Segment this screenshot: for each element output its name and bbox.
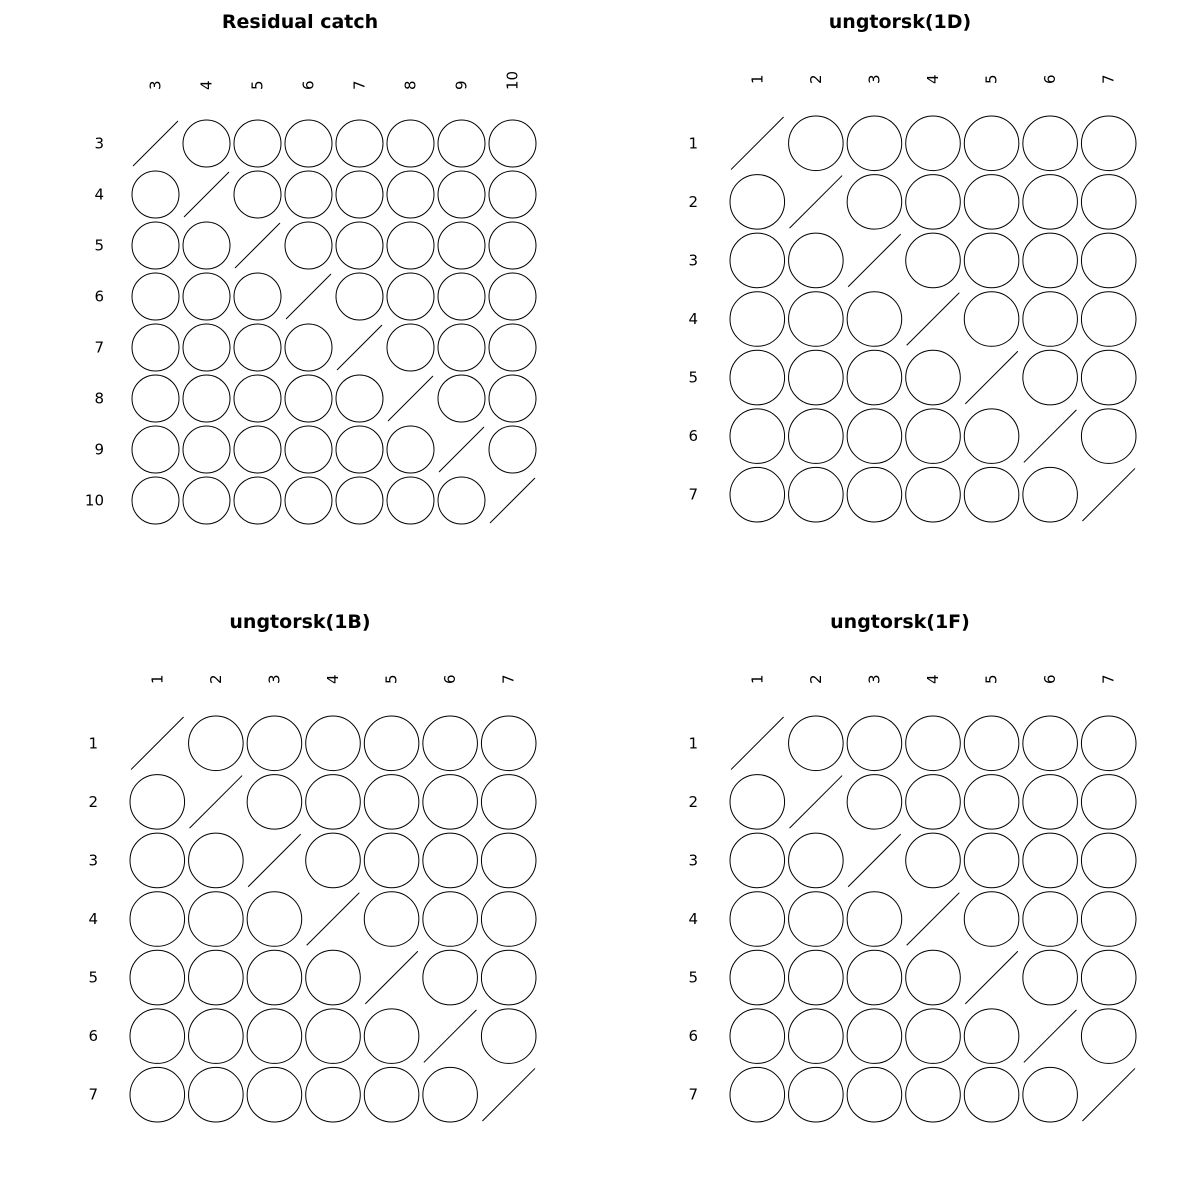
cell-circle [132,171,179,218]
column-tick-label: 5 [248,80,267,90]
cell-circle [183,222,230,269]
cell-circle [1081,292,1136,347]
cell-circle [730,233,785,288]
cell-circle [847,116,902,171]
cell-circle [336,426,383,473]
cell-circle [336,477,383,524]
cell-circle [906,775,961,830]
cell-circle [1023,892,1078,947]
cell-circle [481,775,536,830]
cell-circle [1023,175,1078,230]
cell-circle [489,426,536,473]
column-tick-label: 6 [1041,674,1060,684]
cell-circle [789,1067,844,1122]
cell-circle [1081,833,1136,888]
cell-circle [387,273,434,320]
cell-circle [906,716,961,771]
cell-circle [364,775,419,830]
cell-circle [906,350,961,405]
row-tick-label: 5 [688,968,698,987]
cell-circle [730,950,785,1005]
cell-circle [364,833,419,888]
panel-marks [85,71,536,524]
cell-circle [906,833,961,888]
cell-circle [247,775,302,830]
column-tick-label: 6 [299,80,318,90]
cell-circle [789,409,844,464]
column-tick-label: 3 [146,80,165,90]
cell-circle [847,775,902,830]
panel-title: ungtorsk(1B) [229,611,371,633]
cell-circle [906,467,961,522]
row-tick-label: 3 [88,851,98,870]
cell-circle [234,375,281,422]
cell-circle [306,1009,361,1064]
cell-circle [1023,716,1078,771]
diagonal-line [1024,410,1077,463]
panel-marks [88,674,536,1122]
diagonal-line [388,376,433,421]
column-tick-label: 6 [1041,74,1060,84]
cell-circle [847,892,902,947]
cell-circle [964,467,1019,522]
cell-circle [423,1067,478,1122]
cell-circle [423,833,478,888]
row-tick-label: 3 [94,134,104,153]
cell-circle [247,950,302,1005]
cell-circle [438,273,485,320]
cell-circle [387,426,434,473]
column-tick-label: 4 [197,80,216,90]
column-tick-label: 10 [503,70,522,90]
diagonal-line [307,893,360,946]
cell-circle [1081,233,1136,288]
cell-circle [130,775,185,830]
column-tick-label: 3 [265,674,284,684]
cell-circle [789,950,844,1005]
cell-circle [964,775,1019,830]
cell-circle [1023,833,1078,888]
panel-residual-catch [85,11,536,524]
cell-circle [306,716,361,771]
row-tick-label: 8 [94,389,104,408]
row-tick-label: 6 [88,1027,98,1046]
diagonal-line [439,427,484,472]
cell-circle [1023,292,1078,347]
row-tick-label: 7 [688,1085,698,1104]
diagonal-line [731,717,784,770]
cell-circle [285,426,332,473]
cell-circle [481,1009,536,1064]
cell-circle [730,409,785,464]
cell-circle [189,1009,244,1064]
row-tick-label: 4 [688,310,698,328]
cell-circle [189,1067,244,1122]
diagonal-line [235,223,280,268]
cell-circle [489,324,536,371]
cell-circle [489,273,536,320]
cell-circle [481,833,536,888]
cell-circle [438,120,485,167]
diagonal-line [1082,468,1135,521]
column-tick-label: 7 [1099,674,1118,684]
cell-circle [438,375,485,422]
column-tick-label: 5 [982,74,1001,84]
cell-circle [285,120,332,167]
column-tick-label: 4 [924,74,942,84]
cell-circle [481,892,536,947]
cell-circle [730,833,785,888]
cell-circle [730,775,785,830]
cell-circle [247,716,302,771]
cell-circle [234,477,281,524]
cell-circle [130,1067,185,1122]
column-tick-label: 2 [206,674,225,684]
cell-circle [336,273,383,320]
cell-circle [189,716,244,771]
diagonal-line [133,121,178,166]
cell-circle [789,292,844,347]
cell-circle [387,171,434,218]
row-tick-label: 1 [688,134,698,153]
panel-ungtorsk-1b [88,611,536,1122]
row-tick-label: 10 [84,491,104,510]
cell-circle [964,833,1019,888]
cell-circle [789,892,844,947]
row-tick-label: 4 [688,910,698,928]
cell-circle [130,892,185,947]
panel-title: ungtorsk(1D) [828,11,972,33]
row-tick-label: 3 [688,251,698,270]
column-tick-label: 7 [1099,74,1118,84]
cell-circle [730,1067,785,1122]
cell-circle [247,892,302,947]
diagonal-line [482,1068,535,1121]
cell-circle [1023,233,1078,288]
column-tick-label: 1 [748,74,767,84]
cell-circle [438,171,485,218]
cell-circle [1023,1067,1078,1122]
cell-circle [906,1009,961,1064]
cell-circle [847,175,902,230]
cell-circle [730,350,785,405]
cell-circle [364,1067,419,1122]
row-tick-label: 4 [88,910,98,928]
row-tick-label: 6 [94,287,104,306]
cell-circle [438,324,485,371]
cell-circle [234,171,281,218]
cell-circle [847,292,902,347]
cell-circle [1081,350,1136,405]
cell-circle [847,467,902,522]
cell-circle [847,950,902,1005]
row-tick-label: 5 [94,236,104,255]
row-tick-label: 7 [88,1085,98,1104]
column-tick-label: 2 [806,74,825,84]
cell-circle [789,1009,844,1064]
cell-circle [1023,116,1078,171]
column-tick-label: 3 [865,674,884,684]
cell-circle [1023,950,1078,1005]
cell-circle [130,1009,185,1064]
diagonal-line [790,776,843,829]
cell-circle [234,120,281,167]
column-tick-label: 8 [401,80,420,90]
cell-circle [789,833,844,888]
row-tick-label: 7 [688,485,698,504]
diagonal-line [965,951,1018,1004]
cell-circle [1023,775,1078,830]
cell-circle [306,950,361,1005]
cell-circle [964,409,1019,464]
cell-circle [183,120,230,167]
diagonal-line [490,478,535,523]
cell-circle [130,950,185,1005]
diagonal-line [248,834,301,887]
cell-circle [906,175,961,230]
cell-circle [847,409,902,464]
cell-circle [964,1009,1019,1064]
cell-circle [364,716,419,771]
cell-circle [285,324,332,371]
row-tick-label: 3 [688,851,698,870]
cell-circle [423,716,478,771]
cell-circle [336,222,383,269]
column-tick-label: 2 [806,674,825,684]
column-tick-label: 5 [982,674,1001,684]
cell-circle [789,116,844,171]
cell-circle [234,324,281,371]
panel-ungtorsk-1f [688,611,1136,1122]
cell-circle [964,716,1019,771]
cell-circle [438,222,485,269]
column-tick-label: 7 [499,674,518,684]
cell-circle [730,892,785,947]
cell-circle [364,892,419,947]
cell-circle [132,477,179,524]
panel-title: Residual catch [221,11,379,33]
diagonal-line [848,834,901,887]
cell-circle [306,1067,361,1122]
cell-circle [132,324,179,371]
cell-circle [189,833,244,888]
cell-circle [964,233,1019,288]
cell-circle [189,950,244,1005]
cell-circle [234,273,281,320]
cell-circle [906,233,961,288]
cell-circle [387,222,434,269]
column-tick-label: 5 [382,674,401,684]
cell-circle [481,950,536,1005]
row-tick-label: 7 [94,338,104,357]
diagonal-line [848,234,901,287]
column-tick-label: 7 [350,80,369,90]
diagonal-line [131,717,184,770]
row-tick-label: 6 [688,1027,698,1046]
cell-circle [423,892,478,947]
cell-circle [183,375,230,422]
cell-circle [489,375,536,422]
diagonal-line [731,117,784,170]
cell-circle [964,892,1019,947]
panel-marks [688,674,1136,1122]
cell-circle [183,324,230,371]
cell-circle [387,324,434,371]
row-tick-label: 2 [88,792,98,811]
cell-circle [132,222,179,269]
cell-circle [336,120,383,167]
cell-circle [306,775,361,830]
cell-circle [489,171,536,218]
cell-circle [189,892,244,947]
cell-circle [906,950,961,1005]
cell-circle [423,950,478,1005]
row-tick-label: 6 [688,427,698,446]
cell-circle [1081,775,1136,830]
cell-circle [1081,716,1136,771]
cell-circle [906,409,961,464]
cell-circle [489,222,536,269]
diagonal-line [286,274,331,319]
column-tick-label: 3 [865,74,884,84]
cell-circle [387,120,434,167]
cell-circle [285,171,332,218]
cell-circle [285,477,332,524]
cell-circle [789,467,844,522]
cell-circle [1023,350,1078,405]
cell-circle [847,1067,902,1122]
cell-circle [247,1009,302,1064]
cell-circle [789,350,844,405]
row-tick-label: 1 [88,734,98,753]
cell-circle [906,1067,961,1122]
cell-circle [906,116,961,171]
cell-circle [847,350,902,405]
column-tick-label: 4 [324,674,342,684]
cell-circle [847,716,902,771]
diagonal-line [1082,1068,1135,1121]
cell-circle [1081,950,1136,1005]
column-tick-label: 1 [148,674,167,684]
cell-circle [1081,175,1136,230]
column-tick-label: 6 [441,674,460,684]
diagonal-line [907,293,960,346]
cell-circle [964,175,1019,230]
panel-ungtorsk-1d [688,11,1136,522]
row-tick-label: 5 [88,968,98,987]
cell-circle [789,233,844,288]
panel-marks [688,74,1136,522]
cell-circle [489,120,536,167]
cell-circle [183,477,230,524]
diagonal-line [190,776,243,829]
cell-circle [1081,116,1136,171]
cell-circle [306,833,361,888]
cell-circle [423,775,478,830]
cell-circle [132,273,179,320]
row-tick-label: 9 [94,440,104,459]
diagonal-line [965,351,1018,404]
column-tick-label: 9 [452,80,471,90]
diagonal-line [184,172,229,217]
row-tick-label: 4 [94,185,104,204]
cell-circle [130,833,185,888]
cell-circle [132,375,179,422]
cell-circle [964,1067,1019,1122]
cell-circle [336,171,383,218]
cell-circle [183,273,230,320]
column-tick-label: 1 [748,674,767,684]
cell-circle [1081,892,1136,947]
cell-circle [234,426,281,473]
cell-circle [364,1009,419,1064]
diagonal-line [1024,1010,1077,1063]
cell-circle [789,716,844,771]
cell-circle [730,1009,785,1064]
row-tick-label: 2 [688,192,698,211]
cell-circle [730,292,785,347]
panel-title: ungtorsk(1F) [830,611,970,633]
row-tick-label: 5 [688,368,698,387]
cell-circle [730,467,785,522]
cell-circle [481,716,536,771]
cell-circle [387,477,434,524]
cell-circle [183,426,230,473]
cell-circle [1081,1009,1136,1064]
cell-circle [336,375,383,422]
cell-circle [964,116,1019,171]
row-tick-label: 2 [688,792,698,811]
cell-circle [964,292,1019,347]
diagonal-line [424,1010,477,1063]
cell-circle [1023,467,1078,522]
cell-circle [132,426,179,473]
diagonal-line [365,951,418,1004]
cell-circle [285,375,332,422]
row-tick-label: 1 [688,734,698,753]
cell-circle [247,1067,302,1122]
cell-circle [1081,409,1136,464]
column-tick-label: 4 [924,674,942,684]
cell-circle [730,175,785,230]
cell-circle [285,222,332,269]
diagonal-line [790,176,843,229]
cell-circle [847,1009,902,1064]
cell-circle [438,477,485,524]
diagonal-line [337,325,382,370]
diagonal-line [907,893,960,946]
